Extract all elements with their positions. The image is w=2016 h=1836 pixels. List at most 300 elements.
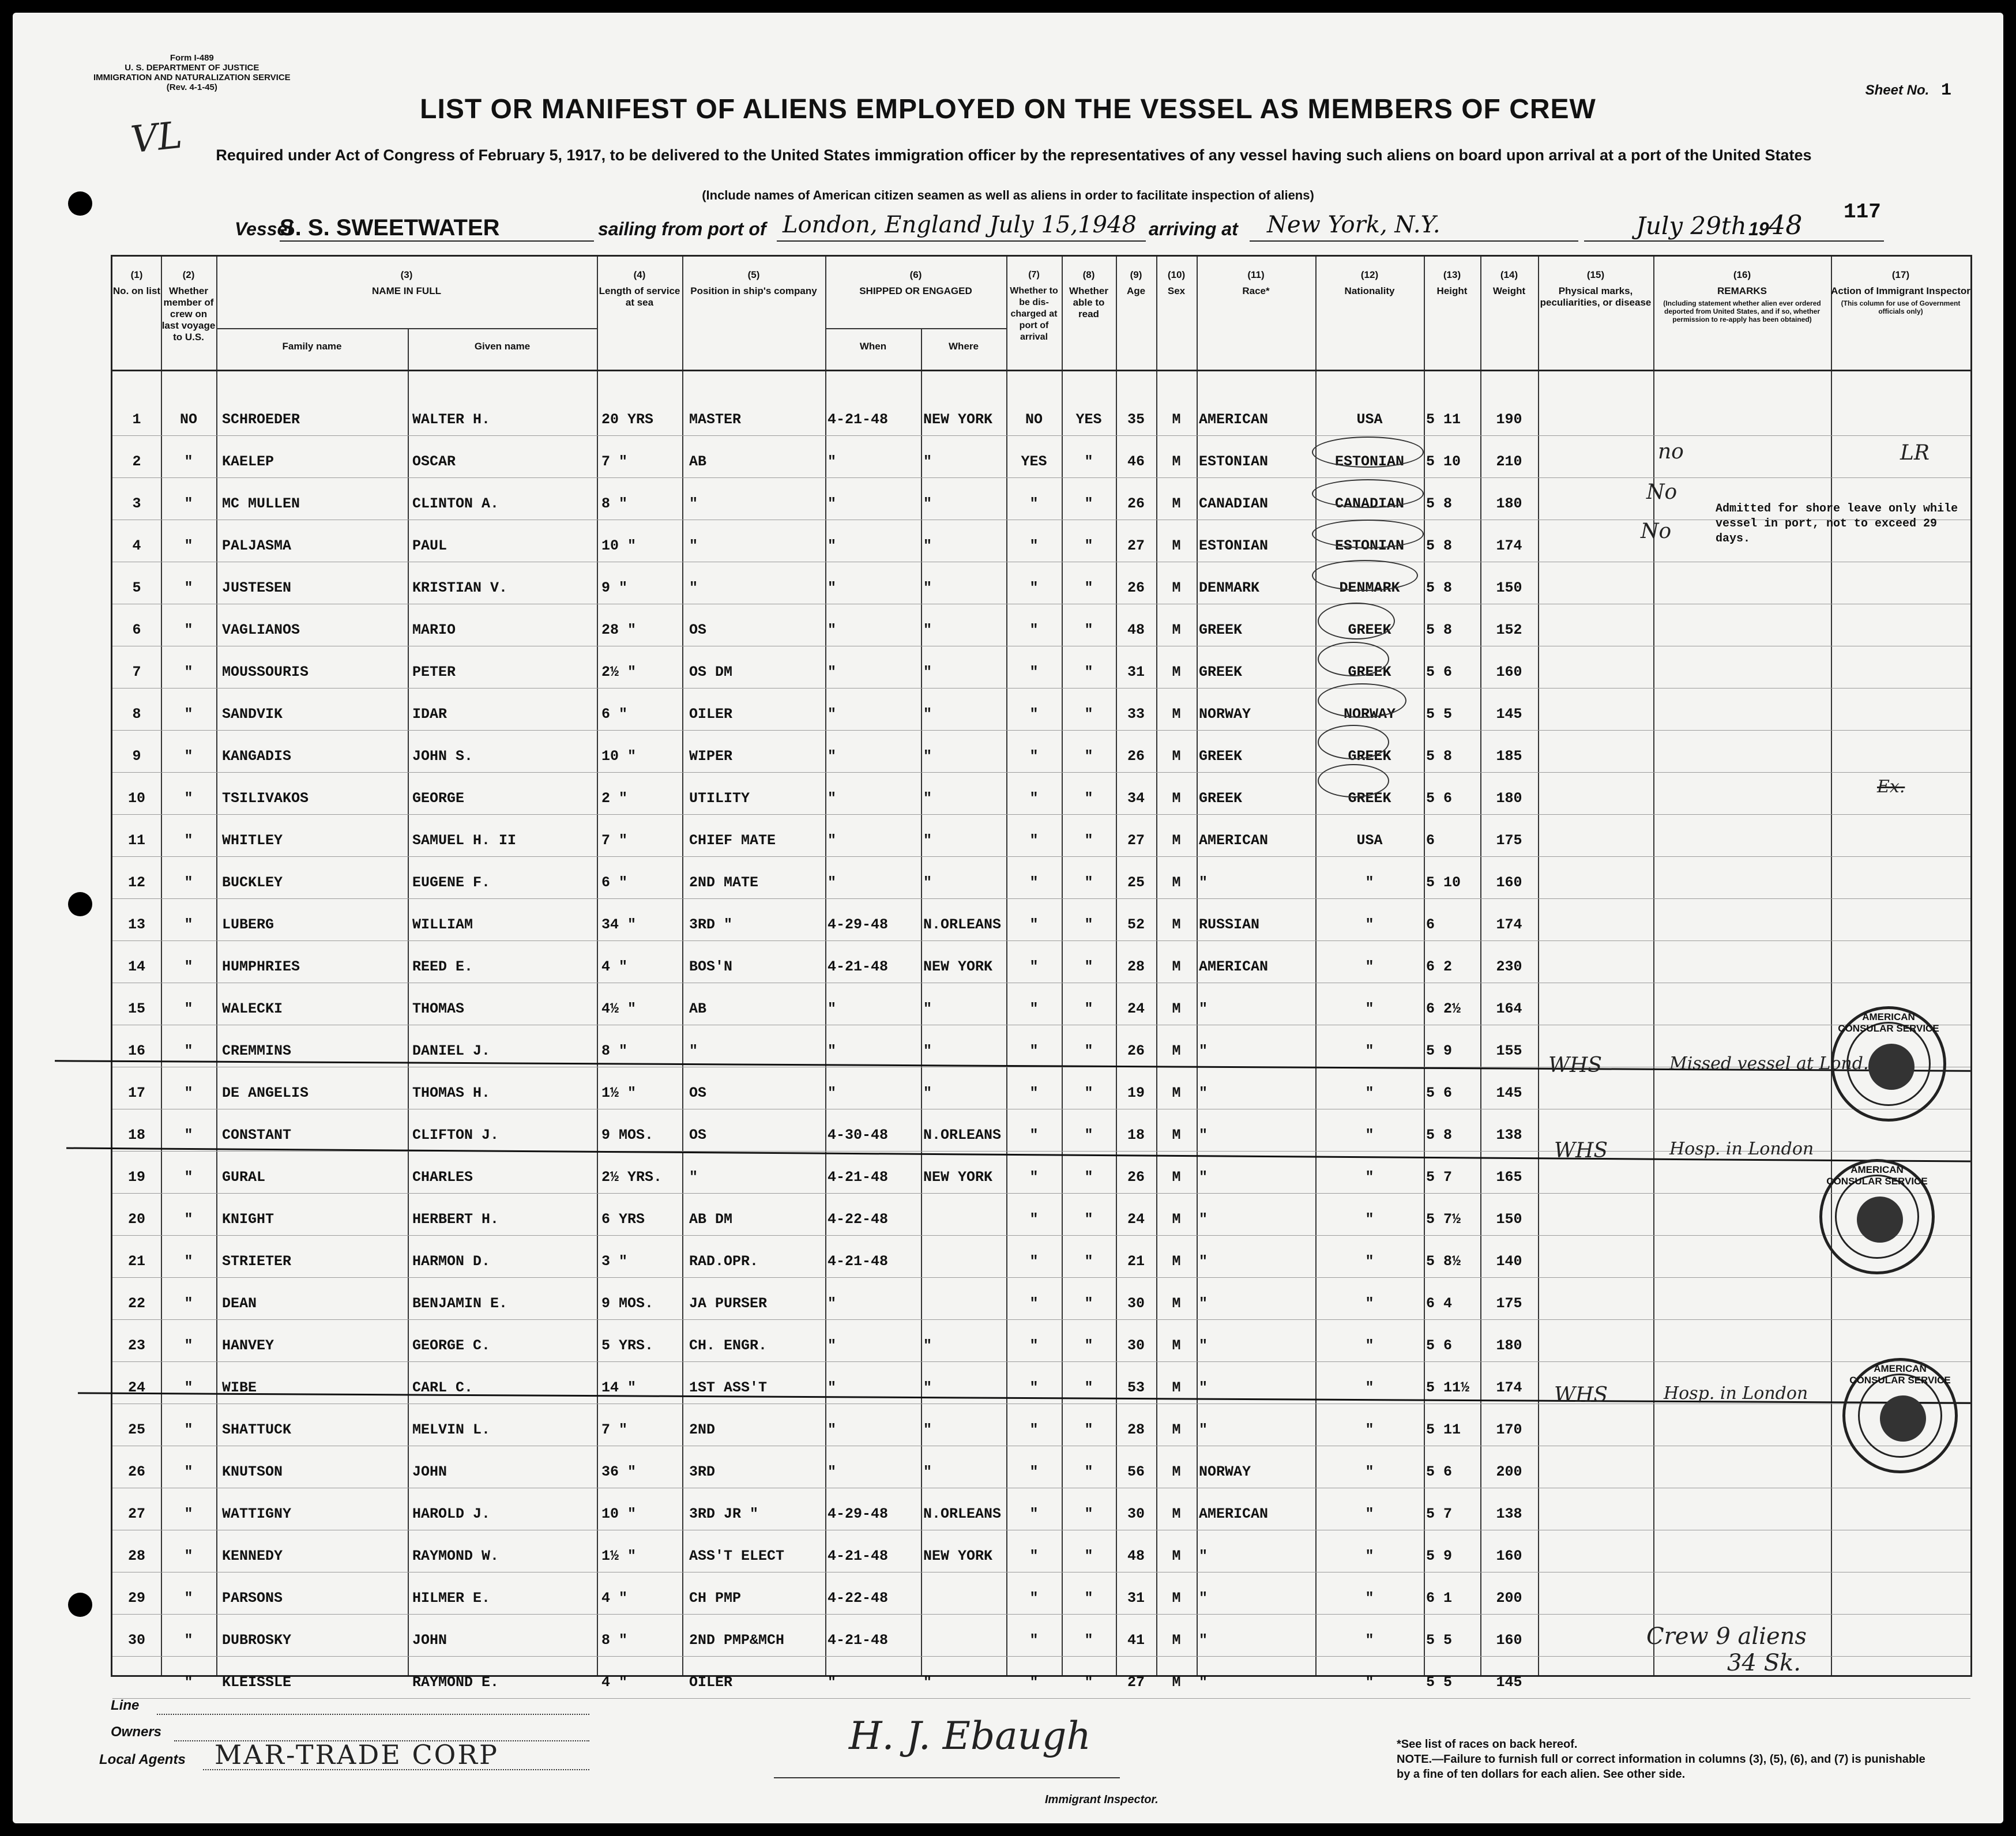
cell-service-length: 8 " — [601, 495, 628, 512]
cell-race: " — [1199, 1674, 1208, 1691]
cell-nationality: " — [1365, 958, 1374, 975]
cell-discharged: " — [1029, 580, 1039, 596]
cell-able-to-read: " — [1084, 1085, 1093, 1101]
sheet-label: Sheet No. — [1865, 82, 1930, 98]
cell-able-to-read: " — [1084, 832, 1093, 849]
cell-row-number: 22 — [127, 1295, 145, 1312]
cell-position: CH. ENGR. — [689, 1337, 768, 1354]
consular-stamp: AMERICAN CONSULAR SERVICE — [1819, 1159, 1935, 1274]
cell-race: NORWAY — [1199, 1463, 1251, 1480]
cell-previous-voyage: " — [184, 1590, 193, 1606]
cell-given-name: PAUL — [412, 537, 447, 554]
form-number: Form I-489 — [170, 53, 214, 63]
cell-previous-voyage: " — [184, 537, 193, 554]
cell-sex: M — [1172, 1085, 1181, 1101]
cell-discharged: " — [1029, 1337, 1039, 1354]
cell-age: 34 — [1127, 790, 1145, 807]
cell-nationality: GREEK — [1348, 790, 1391, 807]
cell-discharged: " — [1029, 1127, 1039, 1143]
cell-family-name: MOUSSOURIS — [222, 664, 309, 680]
cell-height: 5 8 — [1426, 622, 1453, 638]
cell-position: RAD.OPR. — [689, 1253, 759, 1270]
col-header-name: (3) NAME IN FULL — [372, 269, 441, 296]
manifest-sheet — [13, 13, 2003, 1823]
cell-height: 5 8½ — [1426, 1253, 1461, 1270]
cell-height: 5 6 — [1426, 1085, 1453, 1101]
sheet-value: 1 — [1940, 81, 1951, 100]
cell-position: 3RD " — [689, 916, 733, 933]
cell-discharged: " — [1029, 1169, 1039, 1186]
cell-given-name: THOMAS — [412, 1000, 465, 1017]
cell-discharged: " — [1029, 1590, 1039, 1606]
cell-given-name: MARIO — [412, 622, 456, 638]
cell-weight: 180 — [1496, 495, 1522, 512]
cell-row-number: 1 — [132, 411, 141, 428]
cell-nationality: " — [1365, 874, 1374, 891]
cell-shipped-when: " — [828, 664, 837, 680]
cell-discharged: " — [1029, 1421, 1039, 1438]
row25-marks: WHS — [1554, 1383, 1608, 1407]
cell-sex: M — [1172, 1379, 1181, 1396]
cell-service-length: 4 " — [601, 1674, 628, 1691]
cell-position: " — [689, 1043, 698, 1059]
cell-shipped-when: " — [828, 832, 837, 849]
cell-shipped-when: 4-21-48 — [828, 1632, 889, 1649]
cell-weight: 160 — [1496, 664, 1522, 680]
cell-given-name: JOHN — [412, 1463, 447, 1480]
cell-discharged: " — [1029, 916, 1039, 933]
page-title: LIST OR MANIFEST OF ALIENS EMPLOYED ON THE VESSEL AS MEMBERS OF CREW — [420, 94, 1596, 125]
cell-able-to-read: " — [1084, 1674, 1093, 1691]
cell-able-to-read: " — [1084, 495, 1093, 512]
cell-row-number: 2 — [132, 453, 141, 470]
cell-weight: 174 — [1496, 916, 1522, 933]
cell-sex: M — [1172, 495, 1181, 512]
cell-previous-voyage: " — [184, 1379, 193, 1396]
cell-age: 53 — [1127, 1379, 1145, 1396]
cell-row-number: 16 — [127, 1043, 145, 1059]
cell-row-number: 25 — [127, 1421, 145, 1438]
service-name: IMMIGRATION AND NATURALIZATION SERVICE — [93, 73, 291, 82]
cell-previous-voyage: " — [184, 832, 193, 849]
cell-able-to-read: " — [1084, 1253, 1093, 1270]
cell-able-to-read: " — [1084, 1169, 1093, 1186]
cell-family-name: HUMPHRIES — [222, 958, 300, 975]
cell-row-number: 29 — [127, 1590, 145, 1606]
line-label: Line — [111, 1698, 140, 1713]
cell-height: 5 6 — [1426, 1337, 1453, 1354]
cell-age: 56 — [1127, 1463, 1145, 1480]
cell-family-name: PARSONS — [222, 1590, 283, 1606]
include-note: (Include names of American citizen seamen as well as aliens in order to facilitate inspection of aliens) — [702, 188, 1314, 202]
cell-age: 27 — [1127, 832, 1145, 849]
cell-age: 41 — [1127, 1632, 1145, 1649]
cell-weight: 140 — [1496, 1253, 1522, 1270]
cell-age: 26 — [1127, 580, 1145, 596]
cell-height: 5 7½ — [1426, 1211, 1461, 1228]
cell-shipped-when: 4-21-48 — [828, 411, 889, 428]
cell-shipped-where: " — [923, 706, 932, 723]
cell-previous-voyage: " — [184, 1548, 193, 1564]
cell-sex: M — [1172, 1590, 1181, 1606]
cell-row-number: 3 — [132, 495, 141, 512]
cell-sex: M — [1172, 1463, 1181, 1480]
cell-family-name: VAGLIANOS — [222, 622, 300, 638]
cell-nationality: " — [1365, 1000, 1374, 1017]
cell-weight: 150 — [1496, 580, 1522, 596]
cell-height: 6 2½ — [1426, 1000, 1461, 1017]
cell-sex: M — [1172, 1127, 1181, 1143]
cell-shipped-when: " — [828, 1674, 837, 1691]
inspector-initials: LR — [1900, 441, 1930, 465]
cell-service-length: 2 " — [601, 790, 628, 807]
col-header-physical-marks: (15) Physical marks, peculiarities, or disease — [1540, 269, 1652, 308]
col-header-shipped: (6) SHIPPED OR ENGAGED — [859, 269, 972, 296]
form-identifier — [93, 53, 291, 92]
cell-nationality: " — [1365, 1632, 1374, 1649]
cell-race: GREEK — [1199, 748, 1243, 765]
cell-given-name: RAYMOND E. — [412, 1674, 499, 1691]
eagle-seal-icon — [1880, 1395, 1926, 1442]
cell-shipped-where: " — [923, 1085, 932, 1101]
cell-previous-voyage: " — [184, 748, 193, 765]
cell-height: 5 9 — [1426, 1043, 1453, 1059]
cell-shipped-where: " — [923, 1463, 932, 1480]
agents-label: Local Agents — [99, 1752, 186, 1767]
col-header-age: (9) Age — [1126, 269, 1146, 296]
row25-remark: Hosp. in London — [1664, 1383, 1808, 1404]
cell-able-to-read: " — [1084, 1295, 1093, 1312]
cell-age: 48 — [1127, 622, 1145, 638]
cell-given-name: WILLIAM — [412, 916, 473, 933]
cell-age: 52 — [1127, 916, 1145, 933]
cell-discharged: " — [1029, 874, 1039, 891]
cell-weight: 174 — [1496, 537, 1522, 554]
cell-able-to-read: " — [1084, 1211, 1093, 1228]
cell-family-name: PALJASMA — [222, 537, 292, 554]
cell-weight: 180 — [1496, 790, 1522, 807]
cell-family-name: WATTIGNY — [222, 1506, 292, 1522]
cell-given-name: HILMER E. — [412, 1590, 491, 1606]
cell-weight: 145 — [1496, 1674, 1522, 1691]
cell-discharged: " — [1029, 1000, 1039, 1017]
cell-sex: M — [1172, 1548, 1181, 1564]
cell-previous-voyage: " — [184, 1295, 193, 1312]
cell-age: 48 — [1127, 1548, 1145, 1564]
cell-row-number: 18 — [127, 1127, 145, 1143]
cell-race: " — [1199, 874, 1208, 891]
cell-race: GREEK — [1199, 790, 1243, 807]
cell-previous-voyage: " — [184, 1421, 193, 1438]
cell-family-name: LUBERG — [222, 916, 274, 933]
cell-height: 6 1 — [1426, 1590, 1453, 1606]
cell-race: GREEK — [1199, 664, 1243, 680]
cell-able-to-read: " — [1084, 748, 1093, 765]
cell-row-number: 27 — [127, 1506, 145, 1522]
cell-race: GREEK — [1199, 622, 1243, 638]
cell-row-number: 12 — [127, 874, 145, 891]
cell-height: 5 10 — [1426, 874, 1461, 891]
cell-previous-voyage: " — [184, 1211, 193, 1228]
cell-sex: M — [1172, 1632, 1181, 1649]
cell-able-to-read: " — [1084, 1127, 1093, 1143]
cell-service-length: 7 " — [601, 1421, 628, 1438]
cell-age: 19 — [1127, 1085, 1145, 1101]
cell-able-to-read: " — [1084, 874, 1093, 891]
cell-position: BOS'N — [689, 958, 733, 975]
cell-race: " — [1199, 1548, 1208, 1564]
cell-shipped-where: N.ORLEANS — [923, 1506, 1002, 1522]
cell-sex: M — [1172, 1169, 1181, 1186]
cell-family-name: KAELEP — [222, 453, 274, 470]
cell-weight: 190 — [1496, 411, 1522, 428]
cell-height: 6 — [1426, 832, 1435, 849]
vessel-name: S. S. SWEETWATER — [280, 215, 500, 240]
cell-shipped-when: 4-21-48 — [828, 958, 889, 975]
arriving-label: arriving at — [1149, 219, 1238, 239]
cell-weight: 170 — [1496, 1421, 1522, 1438]
cell-discharged: " — [1029, 1506, 1039, 1522]
cell-race: " — [1199, 1421, 1208, 1438]
agents-value: MAR-TRADE CORP — [215, 1739, 499, 1770]
cell-shipped-when: " — [828, 1000, 837, 1017]
cell-position: WIPER — [689, 748, 733, 765]
cell-height: 5 7 — [1426, 1506, 1453, 1522]
cell-race: AMERICAN — [1199, 1506, 1269, 1522]
cell-given-name: JOHN S. — [412, 748, 473, 765]
cell-family-name: JUSTESEN — [222, 580, 292, 596]
cell-nationality: ESTONIAN — [1334, 453, 1405, 470]
cell-service-length: 1½ " — [601, 1085, 637, 1101]
cell-nationality: " — [1365, 1674, 1374, 1691]
cell-age: 46 — [1127, 453, 1145, 470]
col-header-remarks: (16) REMARKS (Including statement whether alien ever ordered deported from United States, and if so, whether permission to re-apply has been obtained) — [1663, 269, 1821, 323]
cell-row-number: 9 — [132, 748, 141, 765]
cell-position: MASTER — [689, 411, 742, 428]
cell-weight: 138 — [1496, 1506, 1522, 1522]
cell-age: 27 — [1127, 1674, 1145, 1691]
cell-previous-voyage: " — [184, 958, 193, 975]
cell-nationality: " — [1365, 1590, 1374, 1606]
cell-nationality: " — [1365, 1337, 1374, 1354]
cell-race: " — [1199, 1632, 1208, 1649]
cell-able-to-read: " — [1084, 580, 1093, 596]
col-header-previous-voyage: (2) Whether member of crew on last voyage to U.S. — [161, 269, 216, 343]
cell-nationality: USA — [1356, 832, 1383, 849]
col-header-no: (1) No. on list — [112, 269, 161, 296]
cell-family-name: STRIETER — [222, 1253, 292, 1270]
cell-service-length: 7 " — [601, 453, 628, 470]
cell-previous-voyage: " — [184, 580, 193, 596]
cell-height: 5 11 — [1426, 1421, 1461, 1438]
cell-height: 5 10 — [1426, 453, 1461, 470]
cell-given-name: PETER — [412, 664, 456, 680]
cell-given-name: HERBERT H. — [412, 1211, 499, 1228]
cell-age: 18 — [1127, 1127, 1145, 1143]
cell-service-length: 9 MOS. — [601, 1295, 654, 1312]
cell-height: 5 8 — [1426, 1127, 1453, 1143]
col-header-action: (17) Action of Immigrant Inspector (This column for use of Government officials only) — [1831, 269, 1970, 315]
cell-position: AB — [689, 1000, 707, 1017]
cell-sex: M — [1172, 664, 1181, 680]
cell-shipped-where: " — [923, 537, 932, 554]
cell-race: " — [1199, 1127, 1208, 1143]
cell-age: 24 — [1127, 1000, 1145, 1017]
penalty-note: NOTE.—Failure to furnish full or correct information in columns (3), (5), (6), and (7) is punishable by a fine of ten dollars for each alien. See other side. — [1397, 1753, 1925, 1781]
cell-race: " — [1199, 1085, 1208, 1101]
cell-service-length: 10 " — [601, 748, 637, 765]
cell-sex: M — [1172, 1253, 1181, 1270]
cell-able-to-read: " — [1084, 622, 1093, 638]
col-header-height: (13) Height — [1436, 269, 1468, 296]
cell-able-to-read: " — [1084, 664, 1093, 680]
cell-service-length: 28 " — [601, 622, 637, 638]
cell-previous-voyage: " — [184, 1674, 193, 1691]
col-header-read: (8) Whether able to read — [1069, 269, 1108, 319]
cell-position: OILER — [689, 706, 733, 723]
cell-row-number: 4 — [132, 537, 141, 554]
cell-height: 5 8 — [1426, 495, 1453, 512]
cell-shipped-where: " — [923, 1674, 932, 1691]
col-header-service: (4) Length of service at sea — [599, 269, 680, 308]
cell-shipped-where: " — [923, 453, 932, 470]
cell-shipped-where: N.ORLEANS — [923, 916, 1002, 933]
cell-height: 5 7 — [1426, 1169, 1453, 1186]
cell-age: 27 — [1127, 537, 1145, 554]
cell-previous-voyage: " — [184, 453, 193, 470]
cell-given-name: CHARLES — [412, 1169, 473, 1186]
cell-discharged: " — [1029, 958, 1039, 975]
cell-shipped-when: 4-22-48 — [828, 1590, 889, 1606]
cell-weight: 210 — [1496, 453, 1522, 470]
cell-shipped-where: " — [923, 1000, 932, 1017]
cell-discharged: " — [1029, 1085, 1039, 1101]
cell-position: UTILITY — [689, 790, 750, 807]
cell-position: AB DM — [689, 1211, 733, 1228]
cell-race: " — [1199, 1253, 1208, 1270]
cell-height: 5 6 — [1426, 790, 1453, 807]
cell-race: RUSSIAN — [1199, 916, 1260, 933]
cell-family-name: DUBROSKY — [222, 1632, 292, 1649]
cell-service-length: 20 YRS — [601, 411, 654, 428]
cell-family-name: HANVEY — [222, 1337, 274, 1354]
year-value: 48 — [1769, 209, 1803, 240]
cell-family-name: KNUTSON — [222, 1463, 283, 1480]
cell-race: " — [1199, 1590, 1208, 1606]
cell-shipped-when: " — [828, 622, 837, 638]
cell-shipped-when: 4-29-48 — [828, 916, 889, 933]
cell-weight: 160 — [1496, 1548, 1522, 1564]
cell-race: " — [1199, 1000, 1208, 1017]
cell-height: 6 — [1426, 916, 1435, 933]
cell-family-name: MC MULLEN — [222, 495, 300, 512]
cell-sex: M — [1172, 916, 1181, 933]
cell-previous-voyage: " — [184, 1506, 193, 1522]
cell-previous-voyage: " — [184, 1169, 193, 1186]
col-header-where: Where — [949, 341, 979, 352]
cell-row-number: 23 — [127, 1337, 145, 1354]
cell-age: 26 — [1127, 1169, 1145, 1186]
cell-shipped-when: " — [828, 790, 837, 807]
cell-sex: M — [1172, 706, 1181, 723]
cell-position: ASS'T ELECT — [689, 1548, 785, 1564]
remark-no-1: no — [1658, 440, 1684, 464]
cell-height: 5 11½ — [1426, 1379, 1470, 1396]
cell-race: " — [1199, 1169, 1208, 1186]
cell-given-name: DANIEL J. — [412, 1043, 491, 1059]
cell-weight: 145 — [1496, 1085, 1522, 1101]
cell-service-length: 10 " — [601, 537, 637, 554]
cell-race: " — [1199, 1379, 1208, 1396]
cell-discharged: " — [1029, 748, 1039, 765]
cell-given-name: KRISTIAN V. — [412, 580, 508, 596]
cell-position: AB — [689, 453, 707, 470]
cell-sex: M — [1172, 1043, 1181, 1059]
cell-previous-voyage: " — [184, 1463, 193, 1480]
cell-able-to-read: " — [1084, 1379, 1093, 1396]
inspector-label: Immigrant Inspector. — [1045, 1793, 1159, 1806]
cell-given-name: SAMUEL H. II — [412, 832, 517, 849]
cell-weight: 160 — [1496, 874, 1522, 891]
cell-nationality: ESTONIAN — [1334, 537, 1405, 554]
cell-row-number: 20 — [127, 1211, 145, 1228]
cell-nationality: " — [1365, 1211, 1374, 1228]
crew-total-note: 34 Sk. — [1727, 1650, 1801, 1676]
cell-able-to-read: " — [1084, 958, 1093, 975]
crew-table — [111, 255, 1972, 1691]
cell-race: " — [1199, 1295, 1208, 1312]
cell-service-length: 1½ " — [601, 1548, 637, 1564]
cell-shipped-when: " — [828, 1085, 837, 1101]
cell-family-name: KNIGHT — [222, 1211, 274, 1228]
cell-service-length: 10 " — [601, 1506, 637, 1522]
cell-row-number: 13 — [127, 916, 145, 933]
cell-shipped-where: NEW YORK — [923, 1169, 993, 1186]
cell-sex: M — [1172, 1421, 1181, 1438]
cell-height: 5 8 — [1426, 580, 1453, 596]
cell-sex: M — [1172, 1337, 1181, 1354]
cell-sex: M — [1172, 1506, 1181, 1522]
col-header-family-name: Family name — [282, 341, 342, 352]
row19-remark: Hosp. in London — [1669, 1139, 1814, 1159]
cell-position: OS — [689, 1085, 707, 1101]
year-prefix: 19 — [1748, 219, 1769, 239]
cell-weight: 185 — [1496, 748, 1522, 765]
cell-given-name: OSCAR — [412, 453, 456, 470]
requirement-text: Required under Act of Congress of February 5, 1917, to be delivered to the United States immigration officer by the representatives of any vessel having such aliens on board upon arrival at a port of the United States — [216, 146, 1812, 164]
cell-discharged: " — [1029, 1253, 1039, 1270]
cell-weight: 152 — [1496, 622, 1522, 638]
cell-shipped-when: " — [828, 495, 837, 512]
cell-shipped-when: " — [828, 1379, 837, 1396]
cell-race: ESTONIAN — [1199, 453, 1269, 470]
cell-shipped-where: " — [923, 495, 932, 512]
cell-previous-voyage: " — [184, 1085, 193, 1101]
cell-family-name: KENNEDY — [222, 1548, 283, 1564]
cell-service-length: 3 " — [601, 1253, 628, 1270]
cell-shipped-when: " — [828, 874, 837, 891]
cell-shipped-when: 4-21-48 — [828, 1548, 889, 1564]
cell-given-name: BENJAMIN E. — [412, 1295, 508, 1312]
cell-family-name: CREMMINS — [222, 1043, 292, 1059]
cell-nationality: GREEK — [1348, 664, 1391, 680]
cell-service-length: 2½ " — [601, 664, 637, 680]
cell-previous-voyage: " — [184, 1632, 193, 1649]
consular-stamp: AMERICAN CONSULAR SERVICE — [1842, 1358, 1958, 1473]
cell-age: 31 — [1127, 1590, 1145, 1606]
cell-service-length: 6 " — [601, 874, 628, 891]
cell-nationality: GREEK — [1348, 622, 1391, 638]
